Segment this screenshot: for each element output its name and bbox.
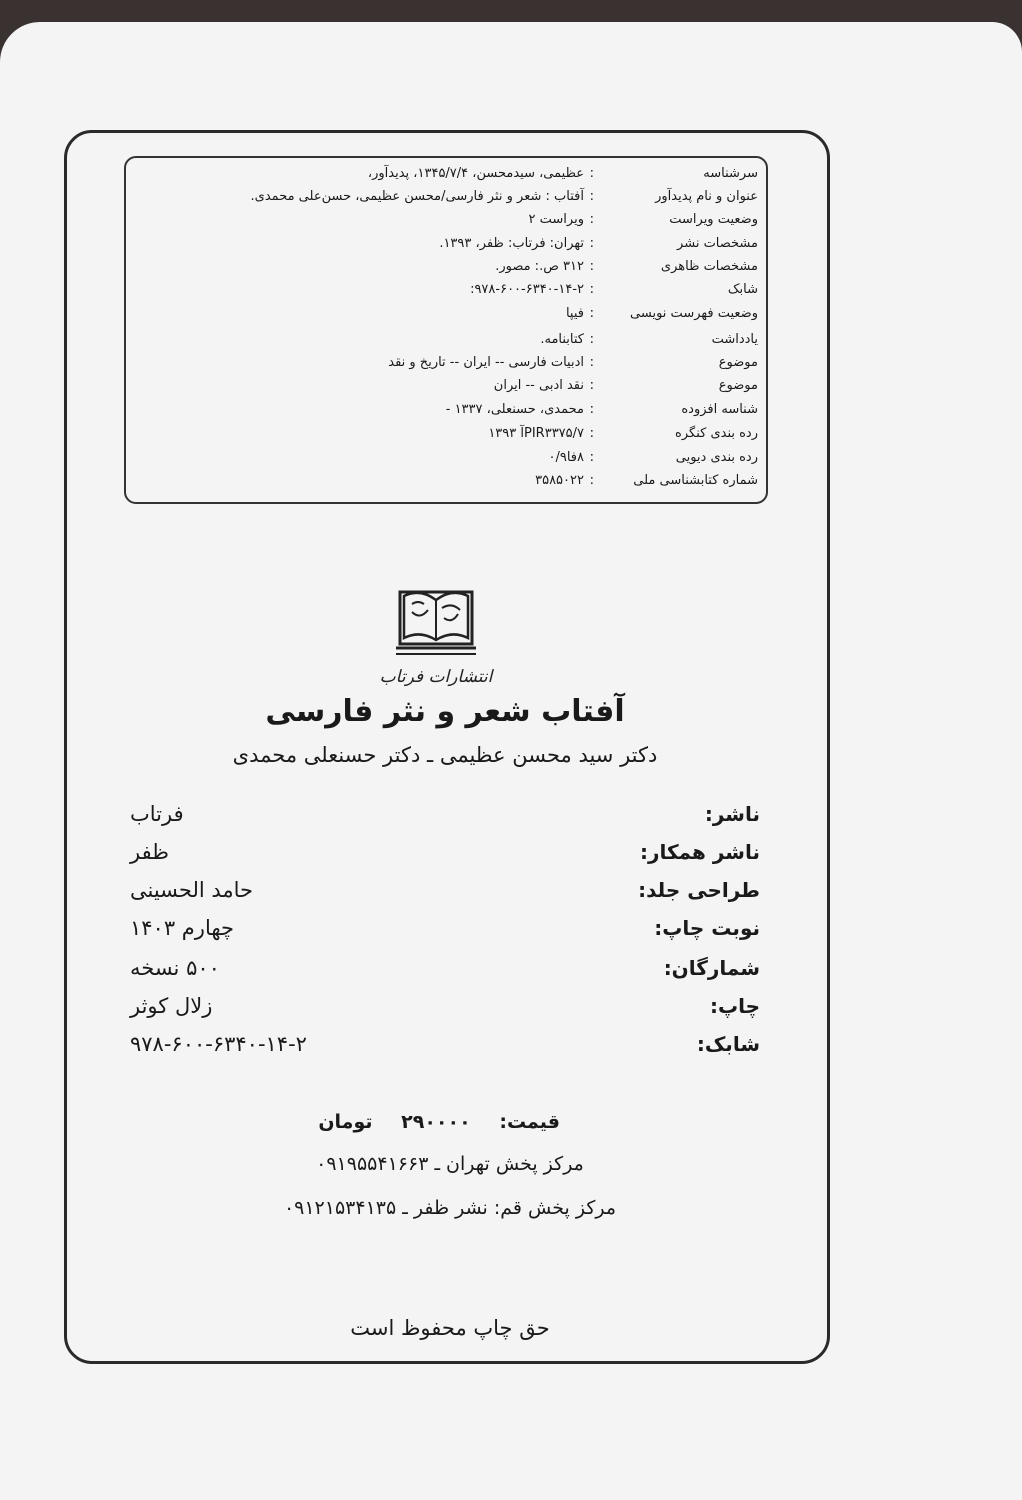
cip-row: شماره کتابشناسی ملی : ۳۵۸۵۰۲۲	[126, 469, 766, 492]
cip-value: عظیمی، سیدمحسن، ۱۳۴۵/۷/۴، پدیدآور،	[367, 166, 584, 181]
cip-value: ادبیات فارسی -- ایران -- تاریخ و نقد	[388, 355, 584, 370]
price-label: قیمت:	[499, 1111, 560, 1133]
price-amount: ۲۹۰۰۰۰	[401, 1111, 471, 1133]
info-label: ناشر:	[704, 802, 760, 826]
cip-label: موضوع	[718, 378, 758, 393]
info-value: چهارم ۱۴۰۳	[130, 916, 235, 940]
info-value: زلال کوثر	[130, 994, 213, 1018]
info-row-co-publisher	[120, 834, 760, 870]
info-label: ناشر همکار:	[639, 840, 760, 864]
cip-value: ۸فا۰/۹	[548, 450, 584, 465]
cip-row: سرشناسه : عظیمی، سیدمحسن، ۱۳۴۵/۷/۴، پدیدآور،	[126, 162, 766, 185]
info-label: نوبت چاپ:	[654, 916, 760, 940]
cip-value: کتابنامه.	[540, 332, 584, 347]
cip-value: نقد ادبی -- ایران	[493, 378, 584, 393]
info-value: فرتاب	[130, 802, 184, 826]
cip-label: وضعیت فهرست نویسی	[630, 306, 758, 321]
publisher-logo	[379, 578, 493, 696]
cip-row: عنوان و نام پدیدآور : آفتاب : شعر و نثر فارسی/محسن عظیمی، حسن‌علی محمدی.	[126, 185, 766, 208]
cataloging-in-publication-box	[124, 156, 768, 504]
cip-value: محمدی، حسنعلی، ۱۳۳۷ -	[445, 402, 584, 417]
cip-label: رده بندی دیویی	[675, 450, 758, 465]
info-row-publisher	[120, 796, 760, 832]
cip-value: تهران: فرتاب: ظفر، ۱۳۹۳.	[439, 236, 584, 251]
distribution-tehran: مرکز پخش تهران ـ ۰۹۱۹۵۵۴۱۶۶۳	[316, 1153, 584, 1175]
cip-row: رده بندی دیویی : ۸فا۰/۹	[126, 446, 766, 469]
cip-value: آفتاب : شعر و نثر فارسی/محسن عظیمی، حسن‌علی محمدی.	[250, 189, 584, 204]
cip-label: شماره کتابشناسی ملی	[633, 473, 758, 488]
open-book-icon	[379, 578, 493, 696]
cip-label: یادداشت	[711, 332, 758, 347]
info-value: ظفر	[130, 840, 169, 864]
cip-label: سرشناسه	[703, 166, 758, 181]
info-value: ۵۰۰ نسخه	[130, 956, 220, 980]
cip-value: ویراست ۲	[528, 212, 584, 227]
book-title: آفتاب شعر و نثر فارسی	[265, 694, 625, 729]
cip-label: موضوع	[718, 355, 758, 370]
price-unit: تومان	[318, 1111, 373, 1133]
cip-value: ۹۷۸-۶۰۰-۶۳۴۰-۱۴-۲:	[470, 282, 584, 297]
info-row-cover-design	[120, 872, 760, 908]
cip-label: مشخصات ظاهری	[660, 259, 758, 274]
cip-row: موضوع : نقد ادبی -- ایران	[126, 374, 766, 397]
cip-row: شناسه افزوده : محمدی، حسنعلی، ۱۳۳۷ -	[126, 398, 766, 421]
cip-row: مشخصات نشر : تهران: فرتاب: ظفر، ۱۳۹۳.	[126, 232, 766, 255]
cip-row: وضعیت فهرست نویسی : فیپا	[126, 302, 766, 325]
book-authors: دکتر سید محسن عظیمی ـ دکتر حسنعلی محمدی	[232, 743, 658, 767]
info-value: ۹۷۸-۶۰۰-۶۳۴۰-۱۴-۲	[130, 1032, 307, 1056]
cip-label: وضعیت ویراست	[669, 212, 758, 227]
info-label: طراحی جلد:	[638, 878, 760, 902]
distribution-qom: مرکز پخش قم: نشر ظفر ـ ۰۹۱۲۱۵۳۴۱۳۵	[283, 1197, 617, 1219]
cip-label: شناسه افزوده	[681, 402, 758, 417]
info-row-edition	[120, 910, 760, 946]
cip-label: شابک	[727, 282, 758, 297]
cip-value: ۳۵۸۵۰۲۲	[535, 473, 584, 488]
cip-row: یادداشت : کتابنامه.	[126, 328, 766, 351]
copyright-notice: حق چاپ محفوظ است	[350, 1316, 550, 1340]
cip-value: ۳۱۲ ص.: مصور.	[495, 259, 584, 274]
cip-row: رده بندی کنگره : PIR۳۳۷۵/۷آ ۱۳۹۳	[126, 422, 766, 445]
cip-row: شابک : ۹۷۸-۶۰۰-۶۳۴۰-۱۴-۲:	[126, 278, 766, 301]
cip-label: عنوان و نام پدیدآور	[655, 189, 758, 204]
cip-row: وضعیت ویراست : ویراست ۲	[126, 208, 766, 231]
cip-row: مشخصات ظاهری : ۳۱۲ ص.: مصور.	[126, 255, 766, 278]
cip-label: رده بندی کنگره	[675, 426, 758, 441]
info-row-printer	[120, 988, 760, 1024]
cip-value: PIR۳۳۷۵/۷آ ۱۳۹۳	[488, 426, 584, 441]
cip-value: فیپا	[565, 306, 584, 321]
info-label: شابک:	[696, 1032, 760, 1056]
info-row-isbn	[120, 1026, 760, 1062]
info-row-print-run	[120, 950, 760, 986]
logo-text: انتشارات فرتاب	[379, 667, 493, 687]
cip-label: مشخصات نشر	[677, 236, 758, 251]
info-label: شمارگان:	[663, 956, 760, 980]
price-line	[250, 1102, 560, 1142]
cip-row: موضوع : ادبیات فارسی -- ایران -- تاریخ و نقد	[126, 351, 766, 374]
info-label: چاپ:	[709, 994, 760, 1018]
info-value: حامد الحسینی	[130, 878, 254, 902]
